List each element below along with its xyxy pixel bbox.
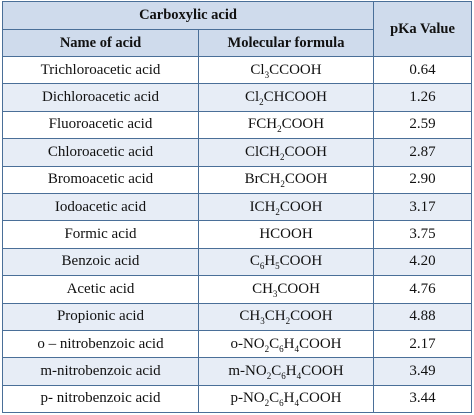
molecular-formula-cell: $CH_3COOH$: [199, 276, 374, 303]
molecular-formula-cell: $Cl_2CHCOOH$: [199, 84, 374, 111]
table-row: [3, 193, 472, 220]
header-pka-value: pKa Value: [374, 2, 472, 57]
pka-value-cell: 4.20: [374, 248, 472, 275]
table-row: [3, 111, 472, 138]
molecular-formula-cell: $CH_3CH_2COOH$: [199, 303, 374, 330]
table-row: [3, 303, 472, 330]
molecular-formula-cell: HCOOH: [199, 221, 374, 248]
table-row: [3, 166, 472, 193]
group-header-carboxylic-acid: Carboxylic acid: [3, 2, 374, 30]
table-row: [3, 276, 472, 303]
molecular-formula-cell: $C_6H_5COOH$: [199, 248, 374, 275]
pka-value-cell: 0.64: [374, 57, 472, 84]
acid-name-cell: Chloroacetic acid: [3, 139, 199, 166]
pka-value-cell: 4.88: [374, 303, 472, 330]
acid-name-cell: Trichloroacetic acid: [3, 57, 199, 84]
table-row: [3, 139, 472, 166]
acid-name-cell: Iodoacetic acid: [3, 193, 199, 220]
acid-name-cell: m-nitrobenzoic acid: [3, 358, 199, 385]
pka-value-cell: 1.26: [374, 84, 472, 111]
pka-value-cell: 3.17: [374, 193, 472, 220]
table-row: [3, 84, 472, 111]
molecular-formula-cell: $Cl_3CCOOH$: [199, 57, 374, 84]
table-row: [3, 248, 472, 275]
molecular-formula-cell: $o-NO_2C_6H_4COOH$: [199, 330, 374, 357]
table-row: [3, 330, 472, 357]
acid-name-cell: Fluoroacetic acid: [3, 111, 199, 138]
acid-name-cell: p- nitrobenzoic acid: [3, 385, 199, 412]
table-row: [3, 57, 472, 84]
pka-value-cell: 3.49: [374, 358, 472, 385]
pka-value-cell: 2.59: [374, 111, 472, 138]
table-row: [3, 385, 472, 412]
table-row: [3, 358, 472, 385]
acid-name-cell: Propionic acid: [3, 303, 199, 330]
table-row: [3, 221, 472, 248]
acid-name-cell: Acetic acid: [3, 276, 199, 303]
header-name-of-acid: Name of acid: [3, 30, 199, 57]
header-molecular-formula: Molecular formula: [199, 30, 374, 57]
pka-value-cell: 2.87: [374, 139, 472, 166]
molecular-formula-cell: BrCH$_2$COOH: [199, 166, 374, 193]
acid-name-cell: Formic acid: [3, 221, 199, 248]
pka-value-cell: 2.90: [374, 166, 472, 193]
molecular-formula-cell: ClCH$_2$COOH: [199, 139, 374, 166]
molecular-formula-cell: $m-NO_2C_6H_4COOH$: [199, 358, 374, 385]
pka-value-cell: 2.17: [374, 330, 472, 357]
molecular-formula-cell: $p-NO_2C_6H_4COOH$: [199, 385, 374, 412]
pka-value-cell: 3.75: [374, 221, 472, 248]
acid-name-cell: Dichloroacetic acid: [3, 84, 199, 111]
acid-name-cell: Benzoic acid: [3, 248, 199, 275]
pka-value-cell: 3.44: [374, 385, 472, 412]
pka-table: [2, 1, 472, 413]
table-body: [3, 57, 472, 413]
molecular-formula-cell: $ICH_2COOH$: [199, 193, 374, 220]
pka-value-cell: 4.76: [374, 276, 472, 303]
acid-name-cell: Bromoacetic acid: [3, 166, 199, 193]
acid-name-cell: o – nitrobenzoic acid: [3, 330, 199, 357]
molecular-formula-cell: $FCH_2COOH$: [199, 111, 374, 138]
